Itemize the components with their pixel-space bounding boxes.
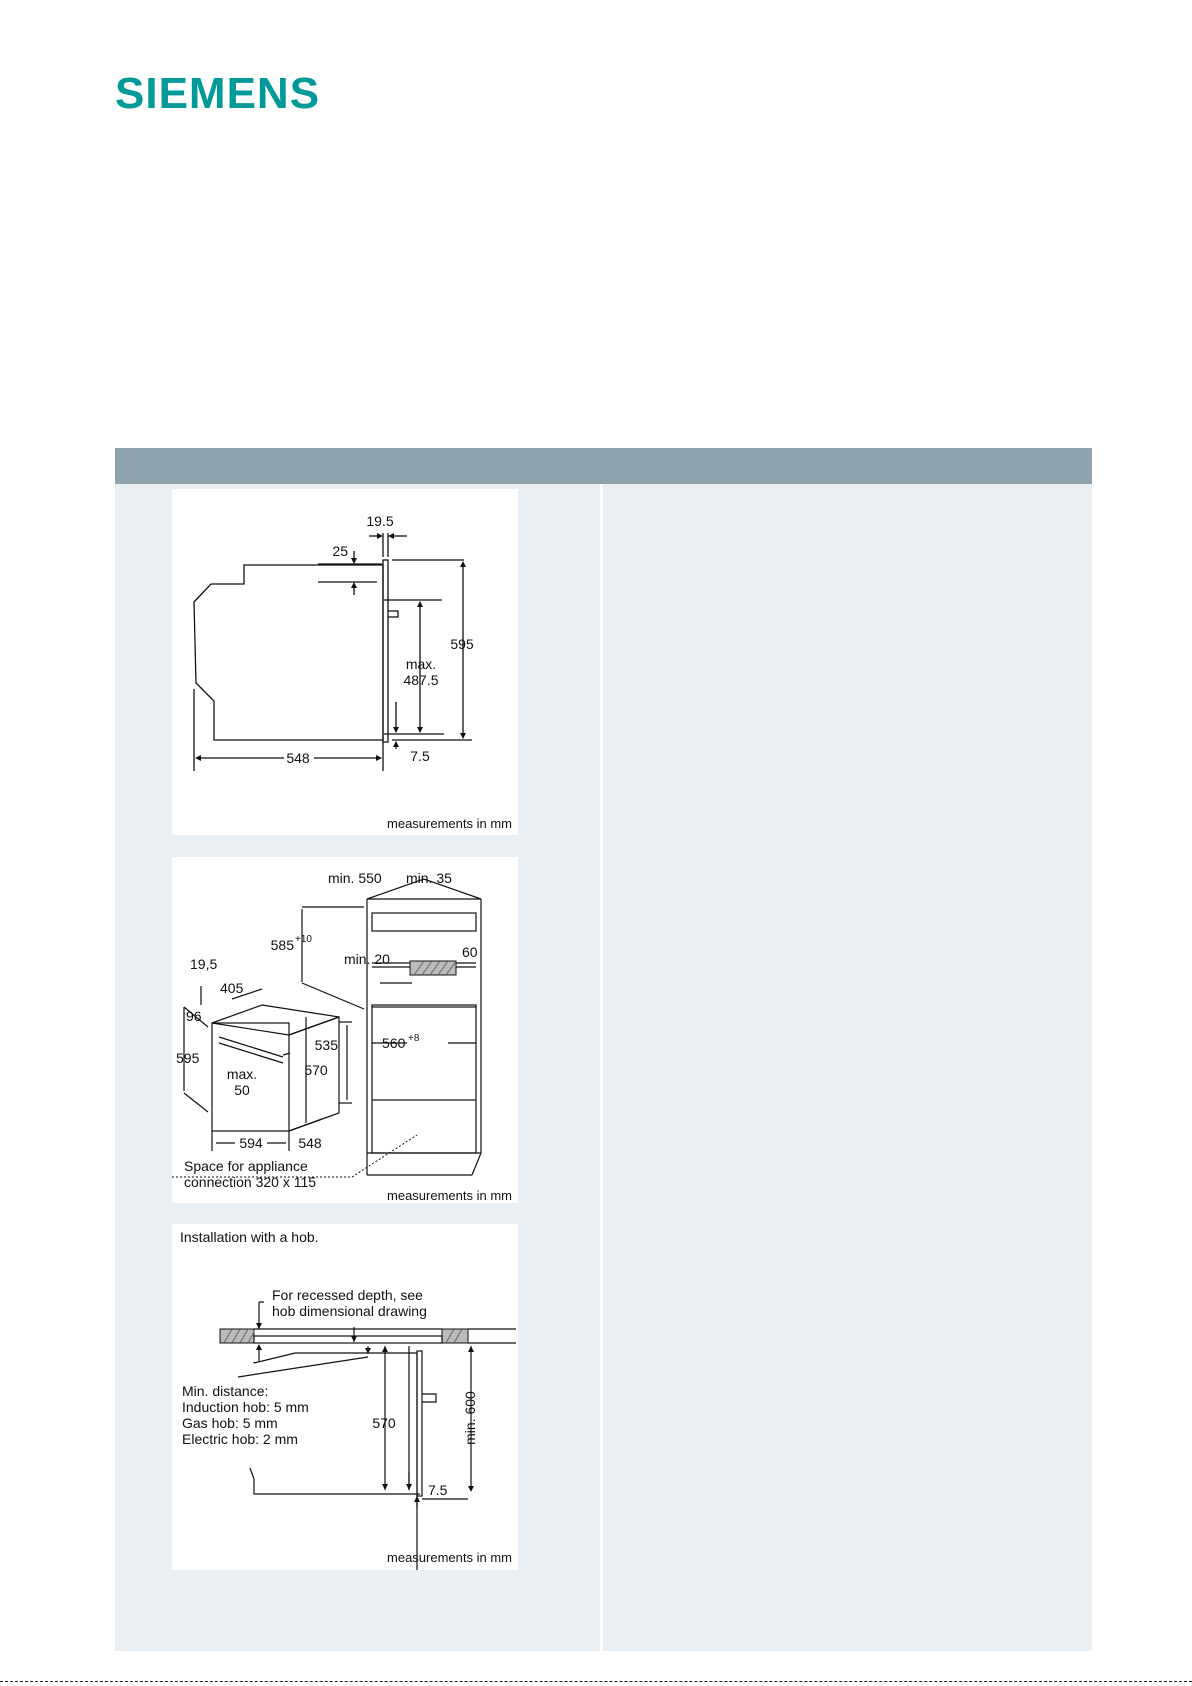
induction-hob-note: Induction hob: 5 mm bbox=[182, 1399, 309, 1415]
hob-title: Installation with a hob. bbox=[180, 1229, 319, 1245]
dim-25: 25 bbox=[332, 543, 348, 559]
dim-594: 594 bbox=[239, 1135, 263, 1151]
gas-hob-note: Gas hob: 5 mm bbox=[182, 1415, 278, 1431]
electric-hob-note: Electric hob: 2 mm bbox=[182, 1431, 298, 1447]
dim-7-5: 7.5 bbox=[428, 1482, 448, 1498]
measurements-note: measurements in mm bbox=[387, 1550, 512, 1565]
dim-560: 560 bbox=[382, 1035, 406, 1051]
dim-7-5: 7.5 bbox=[410, 748, 430, 764]
hob-installation-drawing bbox=[172, 1224, 518, 1570]
dim-19-5: 19.5 bbox=[366, 513, 394, 529]
dim-60: 60 bbox=[462, 944, 478, 960]
hob-installation-svg bbox=[172, 1224, 518, 1570]
section-header-bar bbox=[115, 448, 1092, 484]
recess-note-line2: hob dimensional drawing bbox=[272, 1303, 427, 1319]
side-view-svg bbox=[172, 489, 518, 835]
side-view-drawing bbox=[172, 489, 518, 835]
dim-min-550: min. 550 bbox=[328, 870, 382, 886]
dim-595-height: 595 bbox=[176, 1050, 200, 1066]
dim-548: 548 bbox=[286, 750, 310, 766]
siemens-logo: SIEMENS bbox=[115, 69, 321, 118]
space-note-line2: connection 320 x 115 bbox=[184, 1174, 317, 1190]
dim-min-600: min. 600 bbox=[462, 1391, 478, 1445]
measurements-note: measurements in mm bbox=[387, 1188, 512, 1203]
dim-405: 405 bbox=[220, 980, 244, 996]
measurements-note: measurements in mm bbox=[387, 816, 512, 831]
niche-installation-svg bbox=[172, 857, 518, 1203]
dim-max-label: max. bbox=[226, 1066, 258, 1082]
details-panel bbox=[603, 484, 1092, 1651]
dim-min-35: min. 35 bbox=[406, 870, 452, 886]
dim-19-5-comma: 19,5 bbox=[190, 956, 218, 972]
dim-96: 96 bbox=[186, 1008, 202, 1024]
dim-548-depth: 548 bbox=[298, 1135, 322, 1151]
dim-min-20: min. 20 bbox=[344, 951, 390, 967]
page-bottom-rule bbox=[0, 1681, 1192, 1686]
dim-50: 50 bbox=[234, 1082, 250, 1098]
dim-560-tolerance: +8 bbox=[408, 1033, 420, 1044]
dim-585-tolerance: +10 bbox=[295, 934, 312, 945]
min-distance-label: Min. distance: bbox=[182, 1383, 269, 1399]
dim-487-5: 487.5 bbox=[403, 672, 439, 688]
dim-585: 585 bbox=[270, 937, 294, 953]
dim-570: 570 bbox=[304, 1062, 328, 1078]
dim-595: 595 bbox=[450, 636, 474, 652]
niche-installation-drawing bbox=[172, 857, 518, 1203]
recess-note-line1: For recessed depth, see bbox=[272, 1287, 423, 1303]
dim-570: 570 bbox=[372, 1415, 396, 1431]
space-note-line1: Space for appliance bbox=[184, 1158, 308, 1174]
dim-max-label: max. bbox=[405, 656, 437, 672]
dim-535: 535 bbox=[314, 1037, 338, 1053]
